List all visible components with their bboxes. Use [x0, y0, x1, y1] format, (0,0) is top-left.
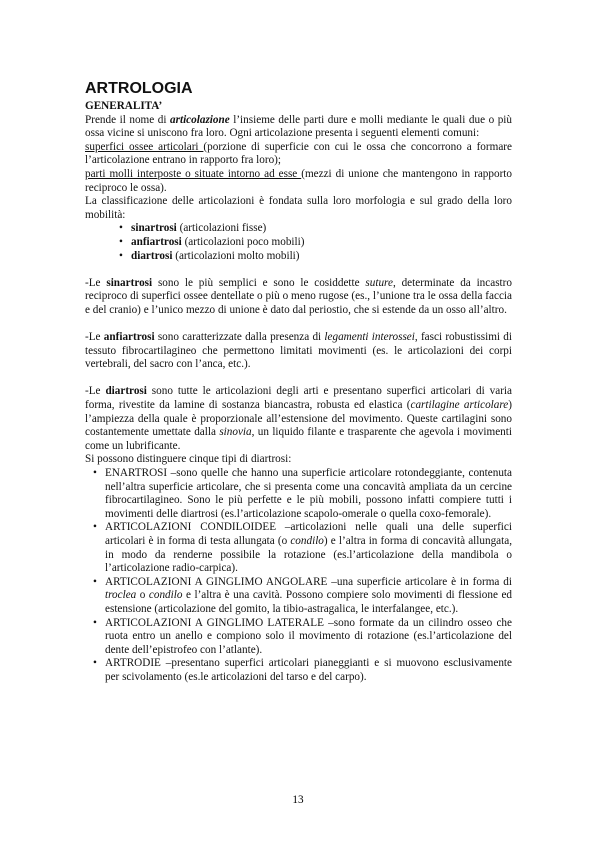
text: , determinate da incastro reciproco di superfici ossee dentellate o più o meno rugose (es., l’unione tra le ossa della faccia e del cranio) e l’unico mezzo di unione è dato dal periostio, che si estende da un osso all’altro.	[85, 276, 512, 316]
class-desc: (articolazioni molto mobili)	[172, 249, 300, 262]
class-desc: (articolazioni fisse)	[176, 222, 267, 235]
intro-paragraph	[85, 114, 512, 141]
bullet-icon: •	[93, 467, 97, 480]
bullet-icon: •	[93, 575, 97, 588]
type-text: o	[136, 589, 149, 602]
text: -Le	[85, 331, 104, 344]
text: sono caratterizzate dalla presenza di	[154, 331, 325, 344]
element-parti-molli-term: parti molli interposte o situate intorno ad esse	[85, 167, 302, 180]
text: -Le	[85, 385, 106, 398]
section-heading: GENERALITA’	[85, 100, 163, 112]
spacer	[85, 318, 512, 332]
type-text: ARTICOLAZIONI A GINGLIMO LATERALE –sono formate da un cilindro osseo che ruota entro un anello e compiono solo il movimento di rotazione (es.l’articolazione del dente dell’epistrofeo con l’atlante).	[105, 616, 512, 656]
intro-text-c: l’insieme delle parti dure e molli mediante le quali due o più ossa vicine si uniscono fra loro. Ogni articolazione presenta i seguenti elementi comuni:	[85, 113, 513, 140]
term-italic: sinovia	[219, 426, 252, 439]
element-superfici-term: superfici ossee articolari	[85, 140, 204, 153]
text: sono le più semplici e sono le cosiddette	[152, 276, 366, 289]
term-italic: troclea	[105, 589, 137, 602]
intro-text-a: Prende il nome di	[85, 113, 171, 126]
class-term: anfiartrosi	[131, 235, 182, 248]
text: , un liquido filante e trasparente che agevola i movimenti come un lubrificante.	[85, 426, 512, 452]
list-item	[93, 657, 512, 684]
diartrosi-paragraph	[85, 385, 512, 453]
bullet-icon: •	[93, 521, 97, 534]
list-item	[93, 617, 512, 658]
term-italic: cartilagine articolare	[410, 399, 509, 412]
class-term: sinartrosi	[131, 222, 177, 235]
list-item	[119, 222, 512, 236]
type-text: ARTICOLAZIONI CONDILOIDEE –articolazioni nelle quali una delle superfici articolari è in forma di testa allungata (o	[105, 521, 512, 547]
text: -Le	[85, 276, 107, 289]
page-title: ARTROLOGIA	[85, 80, 193, 97]
type-text: ENARTROSI –sono quelle che hanno una superficie articolare rotondeggiante, contenuta nell’altra superficie articolare, che si presenta come una concavità ampliata da un cercine fibrocartilagineo. Sono le più perfette e le più mobili, possono infatti compiere tutti i movimenti delle diartrosi (es.l’articolazione scapolo-omerale o quella coxo-femorale).	[105, 467, 512, 520]
term: sinartrosi	[106, 276, 153, 289]
term-italic: suture	[365, 276, 393, 289]
types-intro: Si possono distinguere cinque tipi di diartrosi:	[85, 453, 292, 466]
term: anfiartrosi	[103, 331, 155, 344]
intro-term: articolazione	[170, 113, 230, 126]
page-content	[85, 80, 512, 685]
bullet-icon: •	[119, 249, 123, 262]
list-item	[119, 250, 512, 264]
bullet-icon: •	[119, 235, 123, 248]
list-item	[93, 521, 512, 575]
element-superfici-desc: (porzione di superficie con cui le ossa che concorrono a formare l’articolazione entrano in rapporto fra loro);	[85, 140, 512, 167]
text: sono tutte le articolazioni degli arti e presentano superfici articolari di varia forma, rivestite da lamine di sostanza biancastra, robusta ed elastica (	[85, 385, 513, 412]
spacer	[85, 263, 512, 277]
text: ) l’ampiezza della quale è proporzionale all’estensione del movimento. Queste cartilagini sono costantemente umettate dalla	[85, 399, 512, 439]
type-text: e l’altra è una cavità. Possono compiere solo movimenti di flessione ed estensione (articolazione del gomito, la tibio-astragalica, le interfalangee, etc.).	[105, 589, 513, 615]
list-item	[93, 576, 512, 617]
sinartrosi-paragraph	[85, 277, 512, 318]
class-term: diartrosi	[131, 249, 173, 262]
bullet-icon: •	[93, 657, 97, 670]
element-parti-molli-desc: (mezzi di unione che mantengono in rapporto reciproco le ossa).	[85, 167, 513, 194]
class-desc: (articolazioni poco mobili)	[181, 235, 305, 248]
term-italic: condilo	[290, 535, 324, 547]
text: , fasci robustissimi di tessuto fibrocartilagineo che permettono limitati movimenti (es. le articolazioni dei corpi vertebrali, del sacro con l’anca, etc.).	[85, 331, 512, 371]
list-item	[93, 467, 512, 521]
page-number: 13	[292, 794, 304, 806]
term: diartrosi	[105, 385, 147, 398]
anfiartrosi-paragraph	[85, 331, 512, 372]
type-text: ) e l’altra in forma di concavità allungata, in modo da renderne possibile la rotazione (es.l’articolazione della mandibola o l’articolazione radio-carpica).	[105, 535, 512, 575]
term-italic: condilo	[148, 589, 183, 602]
term-italic: legamenti interossei	[324, 331, 415, 344]
list-item	[119, 236, 512, 250]
element-parti-molli	[85, 168, 512, 195]
type-text: ARTRODIE –presentano superfici articolari pianeggianti e si muovono esclusivamente per scivolamento (es.le articolazioni del tarso e del carpo).	[105, 657, 512, 683]
type-text: ARTICOLAZIONI A GINGLIMO ANGOLARE –una superficie articolare è in forma di	[105, 575, 512, 588]
element-superfici	[85, 141, 512, 168]
spacer	[85, 372, 512, 386]
classification-paragraph: La classificazione delle articolazioni è fondata sulla loro morfologia e sul grado della loro mobilità:	[85, 195, 512, 221]
diartrosi-types-list	[93, 467, 512, 685]
classification-list	[119, 222, 512, 263]
bullet-icon: •	[93, 616, 97, 629]
bullet-icon: •	[119, 222, 123, 235]
